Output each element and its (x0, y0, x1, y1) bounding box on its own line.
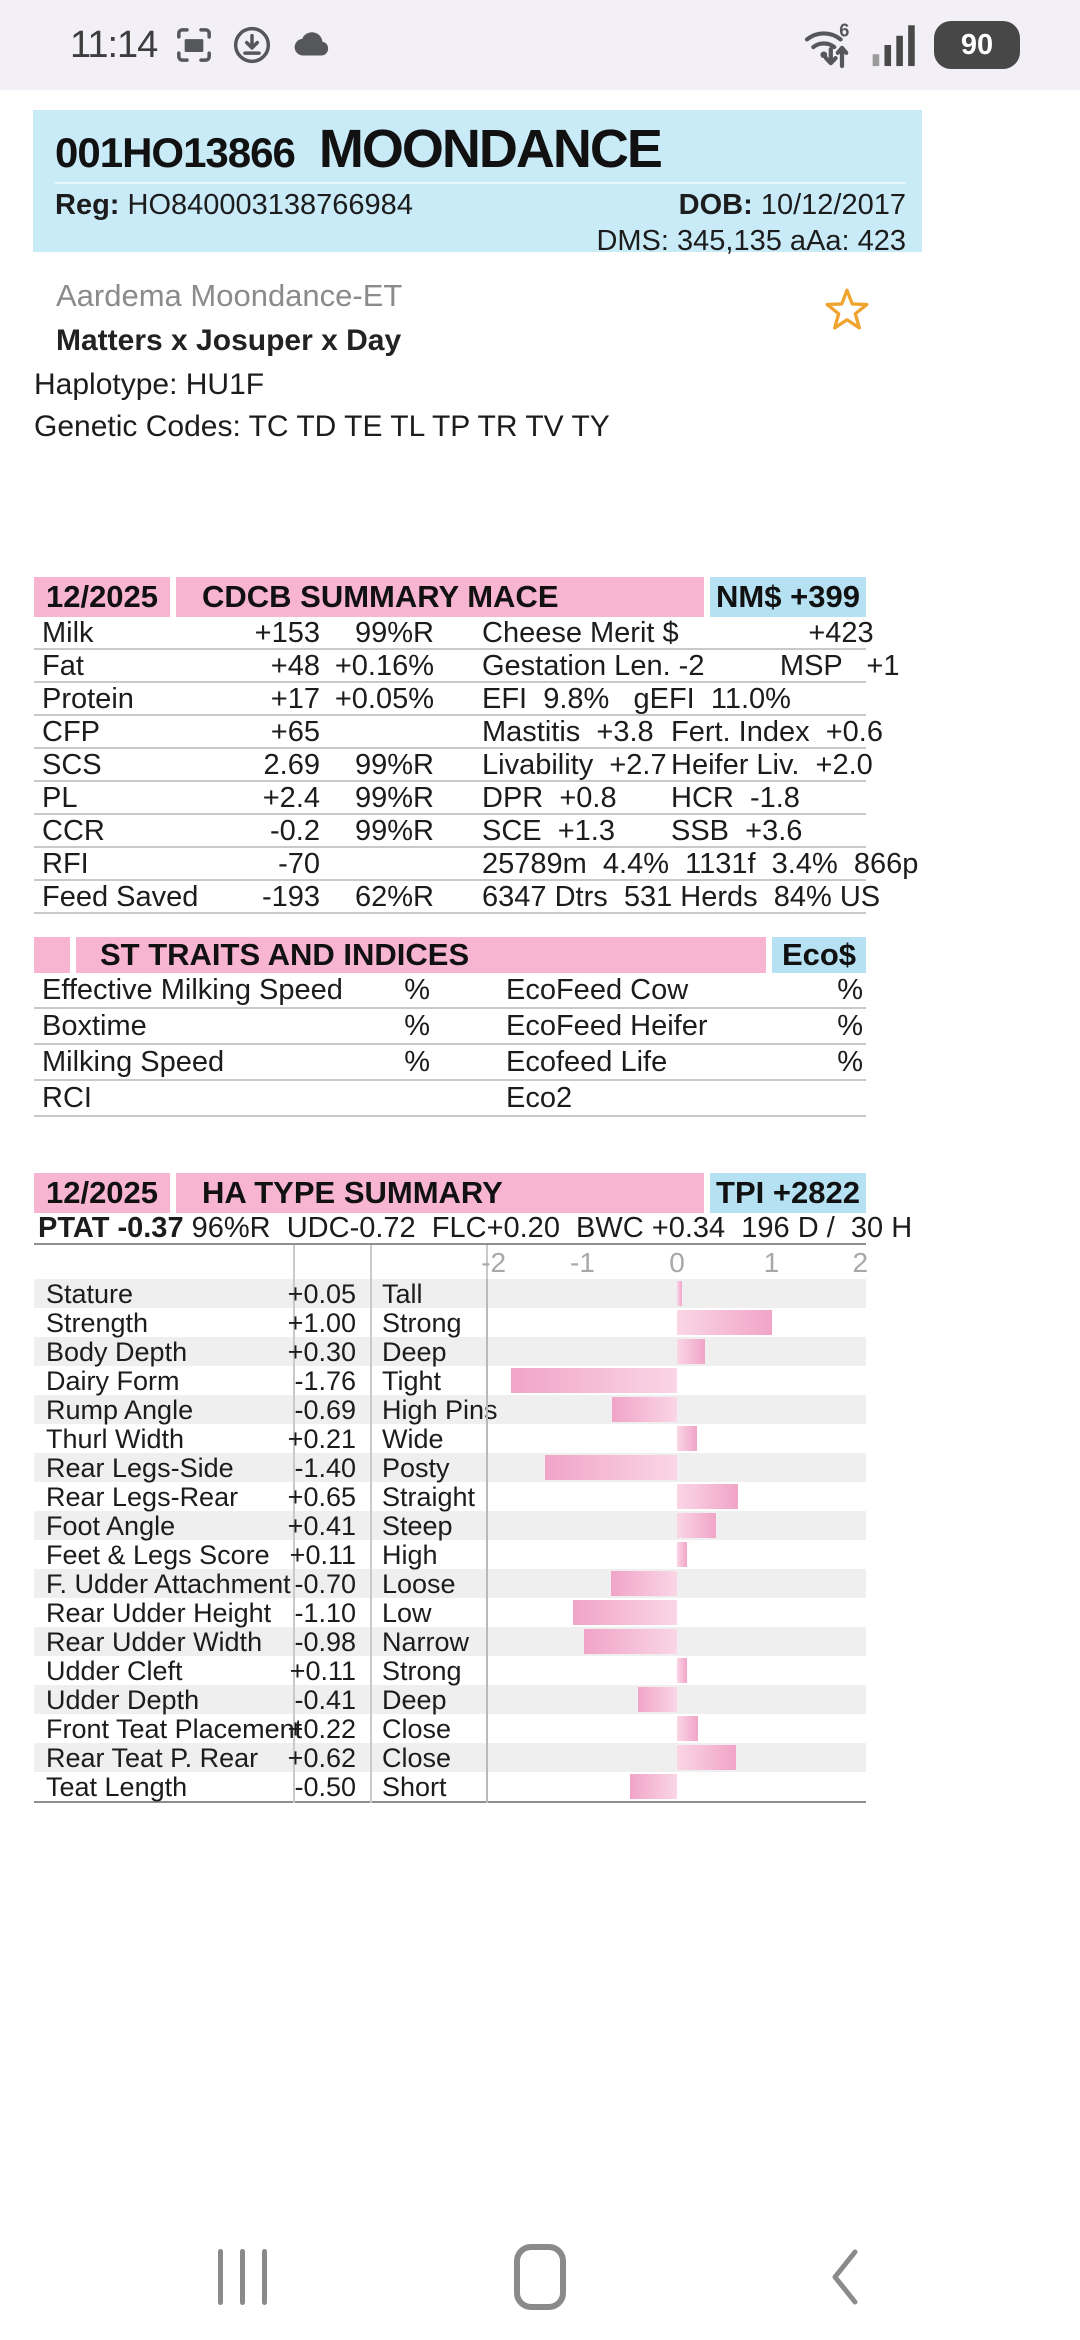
cdcb-trait-label: CFP (42, 716, 100, 748)
linear-trait-chart (34, 1279, 866, 1803)
cdcb-trait-label: Milk (42, 617, 94, 649)
trait-bar-track (486, 1511, 866, 1542)
trait-value: +0.05 (293, 1279, 370, 1310)
st-row (34, 1009, 866, 1045)
cdcb-row (34, 881, 881, 914)
cdcb-secondary-trait: Gestation Len. -2 (482, 650, 705, 682)
cdcb-tertiary-trait: MSP +1 (779, 650, 900, 682)
trait-value: -0.98 (293, 1627, 370, 1658)
trait-row (34, 1685, 866, 1714)
cdcb-right-cell (434, 848, 919, 881)
trait-bar-track (486, 1714, 866, 1745)
trait-row (34, 1424, 866, 1453)
trait-bar-track (486, 1598, 866, 1629)
cdcb-right-cell (434, 881, 881, 914)
back-icon (827, 2246, 861, 2308)
trait-name: Thurl Width (46, 1424, 185, 1454)
trait-name: Strength (46, 1308, 149, 1338)
cdcb-extra-values: 6347 Dtrs 531 Herds 84% US (482, 881, 881, 913)
trait-bar-track (486, 1685, 866, 1716)
st-eco-label: EcoFeed Heifer (506, 1009, 708, 1042)
trait-bar (677, 1542, 687, 1567)
trait-row (34, 1366, 866, 1395)
bull-title-row (55, 118, 906, 184)
cdcb-trait-label: Feed Saved (42, 881, 199, 913)
trait-bar (630, 1774, 677, 1799)
reg-number: Reg: HO840003138766984 (55, 189, 413, 221)
trait-value: +0.11 (293, 1656, 370, 1687)
trait-row (34, 1598, 866, 1627)
cdcb-reliability: 99%R (355, 749, 434, 781)
cdcb-row (34, 716, 883, 749)
cdcb-row (34, 617, 874, 650)
trait-descriptor: Narrow (370, 1627, 486, 1658)
trait-name: Rear Legs-Side (46, 1453, 234, 1483)
st-trait-value: % (404, 973, 430, 1006)
st-eco-value: % (837, 1045, 863, 1078)
trait-value: -1.76 (293, 1366, 370, 1397)
st-row (34, 1045, 866, 1081)
trait-name: Teat Length (46, 1772, 188, 1802)
ha-type-section (34, 1173, 913, 1803)
st-header-spacer (34, 937, 70, 973)
signal-icon (870, 20, 920, 70)
cdcb-reliability: 62%R (355, 881, 434, 913)
cdcb-date: 12/2025 (34, 577, 170, 617)
trait-descriptor: High (370, 1540, 486, 1571)
cdcb-trait-value: +17 (270, 683, 320, 715)
trait-bar-track (486, 1627, 866, 1658)
st-trait-label: RCI (42, 1081, 92, 1114)
cdcb-right-cell (434, 650, 899, 683)
trait-descriptor: Straight (370, 1482, 486, 1513)
sire-stack: Matters x Josuper x Day (56, 324, 402, 357)
trait-value: +0.30 (293, 1337, 370, 1368)
trait-value: -0.50 (293, 1772, 370, 1803)
trait-bar (545, 1455, 677, 1480)
cdcb-secondary-trait: Mastitis +3.8 (482, 716, 654, 748)
registration-row (55, 189, 906, 222)
cdcb-reliability: 99%R (355, 815, 434, 847)
status-bar (0, 0, 1080, 90)
axis-tick-label: 0 (669, 1247, 685, 1278)
st-eco-label: EcoFeed Cow (506, 973, 689, 1006)
trait-bar-track (486, 1569, 866, 1600)
cdcb-trait-label: CCR (42, 815, 105, 847)
cdcb-summary-section (34, 577, 919, 914)
tpi-badge: TPI +2822 (710, 1173, 866, 1213)
cdcb-trait-label: SCS (42, 749, 102, 781)
cdcb-secondary-trait: EFI 9.8% gEFI 11.0% (482, 683, 791, 715)
trait-bar-track (486, 1337, 866, 1368)
cdcb-trait-value: 2.69 (263, 749, 320, 781)
trait-name: Body Depth (46, 1337, 188, 1367)
eco-badge: Eco$ (772, 937, 866, 973)
cdcb-trait-label: Fat (42, 650, 84, 682)
cdcb-tertiary-trait: Fert. Index +0.6 (671, 716, 883, 748)
trait-name: Rear Legs-Rear (46, 1482, 239, 1512)
trait-row (34, 1714, 866, 1743)
cdcb-right-cell (434, 683, 986, 716)
trait-value: -1.10 (293, 1598, 370, 1629)
trait-bar-track (486, 1772, 866, 1803)
trait-bar (677, 1339, 705, 1364)
axis-tick-label: 2 (852, 1247, 869, 1278)
trait-descriptor: Strong (370, 1308, 486, 1339)
axis-tick-label: -2 (481, 1247, 507, 1278)
trait-name: Udder Depth (46, 1685, 200, 1715)
trait-row (34, 1453, 866, 1482)
cdcb-trait-value: -0.2 (270, 815, 320, 847)
trait-bar-track (486, 1279, 866, 1310)
cdcb-row (34, 749, 873, 782)
trait-value: -1.40 (293, 1453, 370, 1484)
trait-bar (677, 1310, 772, 1335)
cdcb-secondary-trait: Livability +2.7 (482, 749, 667, 781)
cdcb-trait-value: +48 (270, 650, 320, 682)
trait-name: Udder Cleft (46, 1656, 183, 1686)
trait-bar-track (486, 1424, 866, 1455)
trait-descriptor: Close (370, 1743, 486, 1774)
trait-bar (612, 1397, 677, 1422)
trait-bar-track (486, 1482, 866, 1513)
trait-name: Feet & Legs Score (46, 1540, 270, 1570)
cdcb-reliability: 99%R (355, 782, 434, 814)
home-icon (514, 2244, 566, 2310)
trait-value: +0.21 (293, 1424, 370, 1455)
trait-value: +0.11 (293, 1540, 370, 1571)
trait-name: F. Udder Attachment (46, 1569, 291, 1599)
clock: 11:14 (70, 23, 158, 66)
trait-descriptor: Short (370, 1772, 486, 1803)
trait-descriptor: Close (370, 1714, 486, 1745)
cdcb-trait-label: Protein (42, 683, 134, 715)
trait-row (34, 1279, 866, 1308)
st-row (34, 973, 866, 1009)
cdcb-row (34, 848, 919, 881)
bull-name: MOONDANCE (318, 119, 661, 179)
cdcb-tertiary-trait: HCR -1.8 (671, 782, 800, 814)
trait-descriptor: Deep (370, 1685, 486, 1716)
screenshot-icon (173, 24, 215, 66)
trait-name: Rear Udder Height (46, 1598, 272, 1628)
trait-descriptor: Tight (370, 1366, 486, 1397)
trait-row (34, 1395, 866, 1424)
st-header (34, 937, 866, 973)
trait-bar (677, 1658, 687, 1683)
trait-bar (584, 1629, 677, 1654)
trait-bar (638, 1687, 677, 1712)
trait-descriptor: Loose (370, 1569, 486, 1600)
trait-row (34, 1569, 866, 1598)
bull-id: 001HO13866 (55, 129, 295, 176)
trait-name: Foot Angle (46, 1511, 176, 1541)
trait-bar (611, 1571, 677, 1596)
trait-bar-track (486, 1540, 866, 1571)
trait-value: +0.65 (293, 1482, 370, 1513)
trait-name: Front Teat Placement (46, 1714, 303, 1744)
cdcb-rows (34, 617, 919, 914)
st-eco-label: Ecofeed Life (506, 1045, 668, 1078)
trait-descriptor: Steep (370, 1511, 486, 1542)
trait-descriptor: Low (370, 1598, 486, 1629)
trait-descriptor: Deep (370, 1337, 486, 1368)
cdcb-title: CDCB SUMMARY MACE (176, 577, 704, 617)
cdcb-trait-value: +2.4 (262, 782, 320, 814)
cdcb-trait-value: -70 (278, 848, 320, 880)
trait-value: -0.41 (293, 1685, 370, 1716)
cdcb-secondary-trait: SCE +1.3 (482, 815, 615, 847)
trait-row (34, 1743, 866, 1772)
cdcb-secondary-trait: Cheese Merit $ (482, 617, 679, 649)
cdcb-extra-values: 25789m 4.4% 1131f 3.4% 866p (482, 848, 919, 880)
trait-row (34, 1772, 866, 1801)
ptat-summary-line: PTAT -0.37 96%R UDC-0.72 FLC+0.20 BWC +0.34 196 D / 30 H (38, 1211, 913, 1244)
trait-row (34, 1540, 866, 1569)
genetic-codes-line: Genetic Codes: TC TD TE TL TP TR TV TY (34, 410, 610, 443)
svg-text:6: 6 (839, 20, 850, 41)
cdcb-row (34, 683, 866, 716)
st-trait-value: % (404, 1009, 430, 1042)
chart-axis-ticks (481, 1245, 869, 1279)
cdcb-trait-value: -193 (261, 881, 320, 913)
cdcb-tertiary-trait: Heifer Liv. +2.0 (671, 749, 873, 781)
battery-indicator (934, 21, 1020, 69)
cdcb-reliability: +0.16% (334, 650, 434, 682)
dob: DOB: 10/12/2017 (678, 189, 906, 221)
axis-tick-label: -1 (570, 1247, 595, 1278)
trait-value: +0.22 (293, 1714, 370, 1745)
home-button[interactable] (514, 2246, 566, 2308)
trait-name: Rear Udder Width (46, 1627, 263, 1657)
trait-row (34, 1511, 866, 1540)
cdcb-reliability: 99%R (355, 617, 434, 649)
cdcb-secondary-trait: DPR +0.8 (482, 782, 617, 814)
trait-name: Rear Teat P. Rear (46, 1743, 259, 1773)
download-icon (231, 24, 273, 66)
cdcb-reliability: +0.05% (334, 683, 434, 715)
trait-descriptor: High Pins (370, 1395, 486, 1426)
st-trait-label: Milking Speed (42, 1045, 225, 1078)
st-trait-value: % (404, 1045, 430, 1078)
favorite-star-icon[interactable] (822, 285, 872, 335)
ha-header (34, 1173, 866, 1213)
recents-button[interactable] (205, 2246, 279, 2308)
trait-bar (677, 1426, 697, 1451)
chart-axis-row (34, 1243, 869, 1279)
cdcb-row (34, 650, 900, 683)
haplotype-line: Haplotype: HU1F (34, 368, 265, 401)
cdcb-right-cell (434, 617, 874, 650)
cdcb-trait-value: +153 (254, 617, 320, 649)
st-row (34, 1081, 866, 1117)
st-eco-value: % (837, 1009, 863, 1042)
trait-row (34, 1656, 866, 1685)
cdcb-row (34, 815, 866, 848)
cdcb-header (34, 577, 866, 617)
full-registered-name: Aardema Moondance-ET (56, 278, 403, 313)
trait-row (34, 1627, 866, 1656)
cdcb-right-cell (434, 815, 866, 848)
trait-bar (677, 1716, 698, 1741)
cdcb-right-cell (434, 782, 866, 815)
trait-descriptor: Posty (370, 1453, 486, 1484)
trait-bar-track (486, 1366, 866, 1397)
cdcb-tertiary-trait: +423 (808, 617, 874, 649)
trait-bar (511, 1368, 677, 1393)
st-traits-section (34, 937, 866, 1117)
wifi-icon (800, 18, 856, 72)
st-title: ST TRAITS AND INDICES (76, 937, 766, 973)
trait-bar-track (486, 1453, 866, 1484)
st-rows (34, 973, 866, 1117)
trait-bar (677, 1484, 738, 1509)
navigation-bar (0, 2220, 1080, 2340)
cdcb-trait-label: RFI (42, 848, 89, 880)
trait-name: Rump Angle (46, 1395, 194, 1425)
cloud-icon (289, 24, 335, 66)
trait-name: Stature (46, 1279, 134, 1309)
nm-badge: NM$ +399 (710, 577, 866, 617)
st-eco-value: % (837, 973, 863, 1006)
axis-tick-label: 1 (763, 1247, 780, 1278)
trait-bar-track (486, 1395, 866, 1426)
trait-row (34, 1337, 866, 1366)
trait-value: -0.70 (293, 1569, 370, 1600)
cdcb-trait-label: PL (42, 782, 78, 814)
trait-descriptor: Tall (370, 1279, 486, 1310)
trait-bar (573, 1600, 677, 1625)
trait-descriptor: Wide (370, 1424, 486, 1455)
trait-value: -0.69 (293, 1395, 370, 1426)
trait-row (34, 1308, 866, 1337)
st-trait-label: Effective Milking Speed (42, 973, 343, 1006)
back-button[interactable] (818, 2246, 870, 2308)
trait-row (34, 1482, 866, 1511)
trait-value: +1.00 (293, 1308, 370, 1339)
cdcb-right-cell (434, 716, 883, 749)
dms-aaa: DMS: 345,135 aAa: 423 (596, 225, 906, 257)
battery-percent: 90 (960, 28, 994, 61)
bull-header-card (33, 110, 922, 257)
cdcb-tertiary-trait: SSB +3.6 (671, 815, 803, 847)
trait-descriptor: Strong (370, 1656, 486, 1687)
trait-bar (677, 1745, 736, 1770)
trait-bar-track (486, 1743, 866, 1774)
trait-bar (677, 1281, 682, 1306)
cdcb-trait-value: +65 (270, 716, 320, 748)
trait-value: +0.41 (293, 1511, 370, 1542)
trait-name: Dairy Form (46, 1366, 180, 1396)
cdcb-right-cell (434, 749, 873, 782)
ha-title: HA TYPE SUMMARY (176, 1173, 704, 1213)
trait-bar (677, 1513, 716, 1538)
ha-date: 12/2025 (34, 1173, 170, 1213)
trait-bar-track (486, 1656, 866, 1687)
trait-value: +0.62 (293, 1743, 370, 1774)
st-eco-label: Eco2 (506, 1081, 573, 1114)
cdcb-row (34, 782, 866, 815)
trait-bar-track (486, 1308, 866, 1339)
st-trait-label: Boxtime (42, 1009, 147, 1042)
